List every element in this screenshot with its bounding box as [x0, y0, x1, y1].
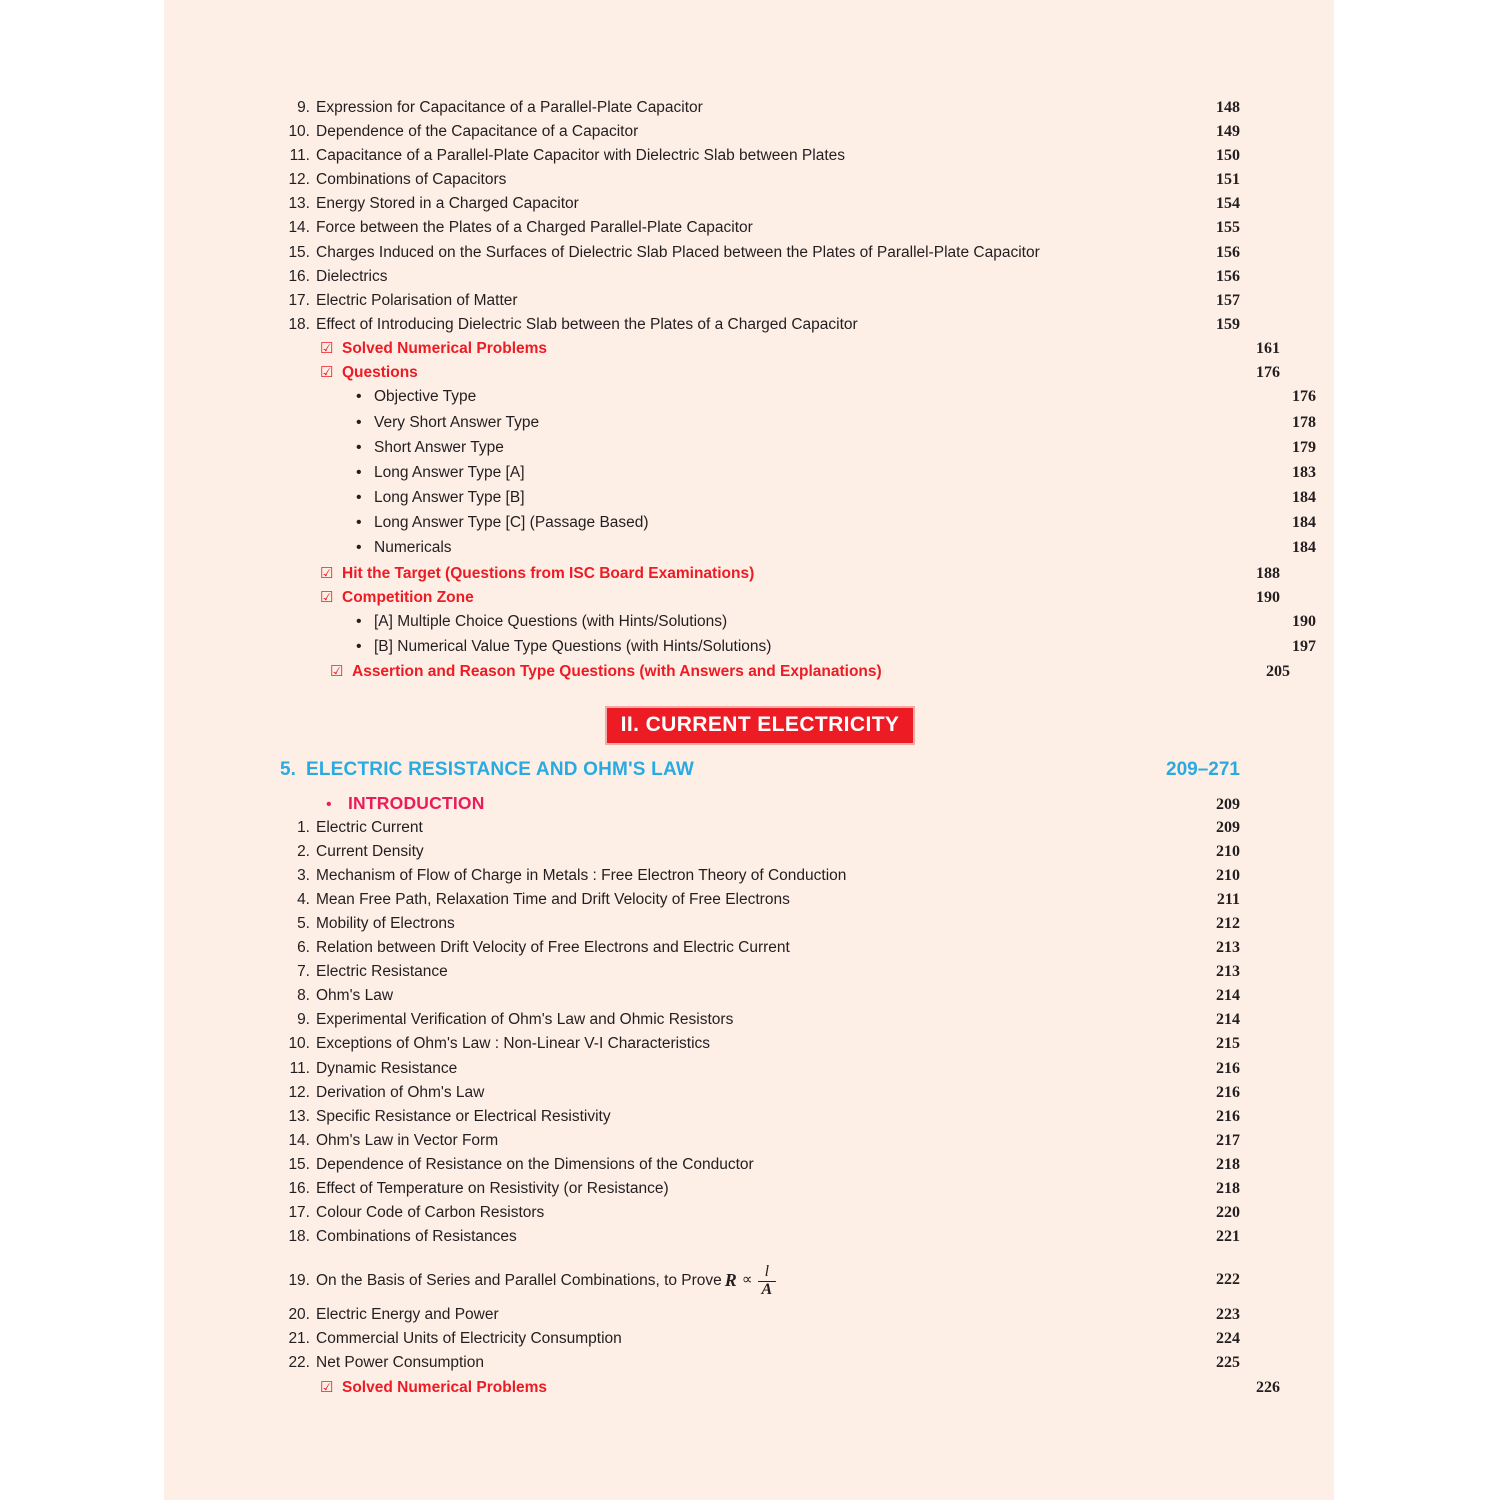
item-title: Objective Type: [374, 388, 477, 406]
feature-page: 190: [1256, 588, 1280, 606]
item-number: 13.: [288, 195, 310, 213]
toc-row[interactable]: [280, 892, 1240, 916]
feature-page: 226: [1256, 1378, 1280, 1396]
item-page: 210: [1216, 842, 1240, 860]
item-page: 213: [1216, 939, 1240, 957]
item-title: Colour Code of Carbon Resistors: [316, 1204, 545, 1222]
toc-row[interactable]: [280, 148, 1240, 172]
item-page: 155: [1216, 219, 1240, 237]
item-title: Electric Current: [316, 818, 423, 836]
item-page: 149: [1216, 123, 1240, 141]
item-number: 16.: [288, 1179, 310, 1197]
item-number: 10.: [288, 1035, 310, 1053]
toc-row[interactable]: [280, 1355, 1240, 1379]
feature-title: Assertion and Reason Type Questions (with Answers and Explanations): [352, 663, 882, 681]
item-page: 225: [1216, 1354, 1240, 1372]
item-title: [316, 1263, 1166, 1298]
toc-row[interactable]: [280, 317, 1240, 341]
item-title: Effect of Introducing Dielectric Slab between the Plates of a Charged Capacitor: [316, 315, 858, 333]
item-title: Expression for Capacitance of a Parallel-Plate Capacitor: [316, 99, 703, 116]
item-title: Dynamic Resistance: [316, 1059, 458, 1077]
feature-title: Competition Zone: [342, 588, 474, 606]
section-banner-wrap: [280, 706, 1240, 745]
item-page: 183: [1292, 463, 1316, 481]
item-number: 19.: [288, 1271, 310, 1289]
item-title: Energy Stored in a Charged Capacitor: [316, 195, 579, 213]
chapter-item-list: [280, 818, 1280, 1404]
item-page: 214: [1216, 1011, 1240, 1029]
item-page: 184: [1292, 489, 1316, 507]
bullet-icon: •: [356, 413, 362, 431]
item-page: 222: [1216, 1271, 1240, 1289]
toc-row[interactable]: [280, 1133, 1240, 1157]
toc-row[interactable]: [280, 100, 1240, 124]
section-banner: II. CURRENT ELECTRICITY: [605, 706, 916, 745]
chapter-page-range: 209–271: [1166, 758, 1240, 780]
toc-row[interactable]: [280, 245, 1240, 269]
toc-row[interactable]: [280, 1331, 1240, 1355]
item-title: Effect of Temperature on Resistivity (or Resistance): [316, 1179, 669, 1197]
item-page: 210: [1216, 866, 1240, 884]
item-page: 213: [1216, 963, 1240, 981]
toc-row[interactable]: [280, 1109, 1240, 1133]
toc-row[interactable]: [280, 1229, 1240, 1253]
item-number: 9.: [297, 1011, 310, 1029]
list-item[interactable]: [356, 490, 1316, 515]
feature-row-assertion-and-reason[interactable]: [330, 664, 1290, 688]
item-page: 178: [1292, 413, 1316, 431]
feature-title: Solved Numerical Problems: [342, 339, 548, 357]
item-page: 154: [1216, 195, 1240, 213]
list-item[interactable]: [356, 389, 1316, 414]
item-number: 17.: [288, 1204, 310, 1222]
item-page: 216: [1216, 1083, 1240, 1101]
list-item[interactable]: [356, 515, 1316, 540]
item-page: 212: [1216, 914, 1240, 932]
chapter-title: ELECTRIC RESISTANCE AND OHM'S LAW: [306, 758, 694, 780]
item-title: Electric Energy and Power: [316, 1306, 499, 1324]
toc-row[interactable]: [280, 1085, 1240, 1109]
item-number: 22.: [288, 1354, 310, 1372]
feature-page: 205: [1266, 663, 1290, 681]
item-page: 190: [1292, 613, 1316, 630]
item-page: 214: [1216, 987, 1240, 1005]
item-page: 221: [1216, 1228, 1240, 1246]
item-number: 12.: [288, 1083, 310, 1101]
item-page: 216: [1216, 1059, 1240, 1077]
feature-row-questions[interactable]: [320, 365, 1280, 389]
checkbox-icon: ☑: [320, 1378, 334, 1396]
feature-page: 188: [1256, 564, 1280, 582]
toc-row[interactable]: [280, 964, 1240, 988]
feature-title: Solved Numerical Problems: [342, 1378, 548, 1396]
item-page: 216: [1216, 1107, 1240, 1125]
item-title: Relation between Drift Velocity of Free Electrons and Electric Current: [316, 939, 790, 957]
item-number: 3.: [297, 866, 310, 884]
item-page: 159: [1216, 315, 1240, 333]
item-page: 179: [1292, 438, 1316, 456]
item-title: Electric Polarisation of Matter: [316, 291, 518, 309]
item-number: 17.: [288, 291, 310, 309]
item-page: 209: [1216, 818, 1240, 836]
formula-proportionality: [725, 1263, 776, 1298]
list-item[interactable]: [356, 440, 1316, 465]
item-number: 9.: [297, 99, 310, 116]
list-item[interactable]: [356, 639, 1316, 664]
item-title: Specific Resistance or Electrical Resistivity: [316, 1107, 611, 1125]
toc-row[interactable]: [280, 844, 1240, 868]
item-title: Commercial Units of Electricity Consumption: [316, 1330, 622, 1348]
item-number: 2.: [297, 842, 310, 860]
item-number: 8.: [297, 987, 310, 1005]
item-number: 14.: [288, 1131, 310, 1149]
item-page: 156: [1216, 267, 1240, 285]
formula-numerator: l: [764, 1262, 770, 1280]
toc-row[interactable]: [280, 916, 1240, 940]
item-number: 16.: [288, 267, 310, 285]
item-number: 7.: [297, 963, 310, 981]
introduction-title: INTRODUCTION: [348, 792, 485, 813]
bullet-icon: •: [356, 539, 362, 557]
item-page: 223: [1216, 1306, 1240, 1324]
item-title: [B] Numerical Value Type Questions (with Hints/Solutions): [374, 638, 772, 656]
item-title: Long Answer Type [A]: [374, 463, 525, 481]
question-type-list: [280, 388, 1316, 565]
checkbox-icon: ☑: [320, 364, 334, 382]
bullet-icon: •: [356, 463, 362, 481]
item-page: 197: [1292, 638, 1316, 656]
item-title: Exceptions of Ohm's Law : Non-Linear V-I Characteristics: [316, 1035, 711, 1053]
formula-fraction: [758, 1264, 777, 1299]
item-number: 18.: [288, 315, 310, 333]
item-page: 148: [1216, 99, 1240, 116]
formula-relation: ∝: [741, 1271, 753, 1288]
item-number: 20.: [288, 1306, 310, 1324]
item-title: Very Short Answer Type: [374, 413, 540, 431]
item-title: Mobility of Electrons: [316, 914, 455, 932]
toc-row[interactable]: [280, 1157, 1240, 1181]
item-title: Experimental Verification of Ohm's Law and Ohmic Resistors: [316, 1011, 734, 1029]
item-page: 176: [1292, 388, 1316, 406]
checkbox-icon: ☑: [330, 663, 344, 681]
item-page: 211: [1216, 890, 1240, 908]
item-title: Force between the Plates of a Charged Parallel-Plate Capacitor: [316, 219, 753, 237]
item-title: Dependence of the Capacitance of a Capacitor: [316, 123, 639, 141]
item-number: 10.: [288, 123, 310, 141]
item-title: Numericals: [374, 539, 452, 557]
bullet-icon: •: [356, 613, 362, 630]
item-page: 151: [1216, 171, 1240, 189]
intro-bullet-icon: •: [326, 795, 332, 813]
toc-row[interactable]: [280, 940, 1240, 964]
feature-title: Hit the Target (Questions from ISC Board Examinations): [342, 564, 755, 582]
feature-page: 161: [1256, 339, 1280, 357]
formula-denominator: A: [758, 1281, 777, 1299]
toc-row[interactable]: [280, 1036, 1240, 1060]
toc-row[interactable]: [280, 1205, 1240, 1229]
item-number: 18.: [288, 1228, 310, 1246]
toc-row[interactable]: [280, 868, 1240, 892]
item-page: 156: [1216, 243, 1240, 261]
item-number: 6.: [297, 939, 310, 957]
item-number: 11.: [289, 147, 310, 165]
feature-row-hit-the-target[interactable]: [320, 566, 1280, 590]
checkbox-icon: ☑: [320, 339, 334, 357]
feature-row-competition-zone[interactable]: [320, 590, 1280, 614]
toc-page: [164, 0, 1334, 1500]
toc-row[interactable]: [280, 1012, 1240, 1036]
item-number: 4.: [297, 890, 310, 908]
item-title: Combinations of Capacitors: [316, 171, 507, 189]
item-page: 150: [1216, 147, 1240, 165]
item-number: 21.: [288, 1330, 310, 1348]
feature-row-solved-numerical-problems[interactable]: [320, 341, 1280, 365]
item-page: 217: [1216, 1131, 1240, 1149]
competition-item-list: [280, 613, 1316, 664]
bullet-icon: •: [356, 438, 362, 456]
toc-row[interactable]: [280, 1061, 1240, 1085]
toc-row-formula[interactable]: [280, 1253, 1240, 1307]
introduction-row[interactable]: [326, 793, 1240, 820]
checkbox-icon: ☑: [320, 588, 334, 606]
toc-row[interactable]: [280, 820, 1240, 844]
item-title: Net Power Consumption: [316, 1354, 484, 1372]
item-number: 5.: [297, 914, 310, 932]
toc-row[interactable]: [280, 124, 1240, 148]
item-title: Capacitance of a Parallel-Plate Capacitor with Dielectric Slab between Plates: [316, 147, 845, 165]
item-page: 220: [1216, 1204, 1240, 1222]
item-page: 218: [1216, 1179, 1240, 1197]
feature-page: 176: [1256, 364, 1280, 382]
toc-top-list: [280, 100, 1240, 341]
formula-item-text: On the Basis of Series and Parallel Combinations, to Prove: [316, 1271, 722, 1289]
toc-row[interactable]: [280, 172, 1240, 196]
item-page: 224: [1216, 1330, 1240, 1348]
toc-row[interactable]: [280, 293, 1240, 317]
item-title: Long Answer Type [C] (Passage Based): [374, 514, 649, 532]
item-title: Mean Free Path, Relaxation Time and Drift Velocity of Free Electrons: [316, 890, 790, 908]
item-title: Ohm's Law in Vector Form: [316, 1131, 499, 1149]
item-title: Electric Resistance: [316, 963, 448, 981]
toc-row[interactable]: [280, 988, 1240, 1012]
bullet-icon: •: [356, 638, 362, 656]
feature-row-solved-numerical-problems-ch5[interactable]: [320, 1380, 1280, 1404]
item-title: Short Answer Type: [374, 438, 504, 456]
item-number: 1.: [297, 818, 310, 836]
item-number: 13.: [288, 1107, 310, 1125]
list-item[interactable]: [356, 465, 1316, 490]
item-title: Current Density: [316, 842, 424, 860]
item-title: Long Answer Type [B]: [374, 489, 525, 507]
list-item[interactable]: [356, 415, 1316, 440]
item-page: 184: [1292, 514, 1316, 532]
toc-row[interactable]: [280, 1181, 1240, 1205]
item-title: [A] Multiple Choice Questions (with Hints/Solutions): [374, 613, 728, 630]
item-number: 14.: [288, 219, 310, 237]
chapter-heading[interactable]: [280, 759, 1240, 793]
item-title: Dielectrics: [316, 267, 388, 285]
item-title: Dependence of Resistance on the Dimensions of the Conductor: [316, 1155, 754, 1173]
formula-lhs: R: [724, 1270, 737, 1291]
list-item[interactable]: [356, 540, 1316, 565]
toc-row[interactable]: [280, 220, 1240, 244]
toc-row[interactable]: [280, 269, 1240, 293]
list-item[interactable]: [356, 614, 1316, 639]
item-title: Charges Induced on the Surfaces of Dielectric Slab Placed between the Plates of Parallel-Plate Capacitor: [316, 243, 1040, 261]
checkbox-icon: ☑: [320, 564, 334, 582]
item-page: 157: [1216, 291, 1240, 309]
item-page: 184: [1292, 539, 1316, 557]
item-number: 11.: [289, 1059, 310, 1077]
bullet-icon: •: [356, 514, 362, 532]
item-title: Derivation of Ohm's Law: [316, 1083, 485, 1101]
toc-row[interactable]: [280, 1307, 1240, 1331]
item-page: 218: [1216, 1155, 1240, 1173]
bullet-icon: •: [356, 388, 362, 406]
toc-content: [280, 99, 1316, 1404]
item-number: 15.: [288, 1155, 310, 1173]
item-title: Combinations of Resistances: [316, 1228, 517, 1246]
item-number: 15.: [288, 243, 310, 261]
chapter-number: 5.: [280, 758, 296, 780]
toc-row[interactable]: [280, 196, 1240, 220]
bullet-icon: •: [356, 489, 362, 507]
feature-title: Questions: [342, 364, 418, 382]
item-title: Ohm's Law: [316, 987, 394, 1005]
item-page: 215: [1216, 1035, 1240, 1053]
introduction-page: 209: [1216, 795, 1240, 813]
item-title: Mechanism of Flow of Charge in Metals : Free Electron Theory of Conduction: [316, 866, 847, 884]
item-number: 12.: [288, 171, 310, 189]
